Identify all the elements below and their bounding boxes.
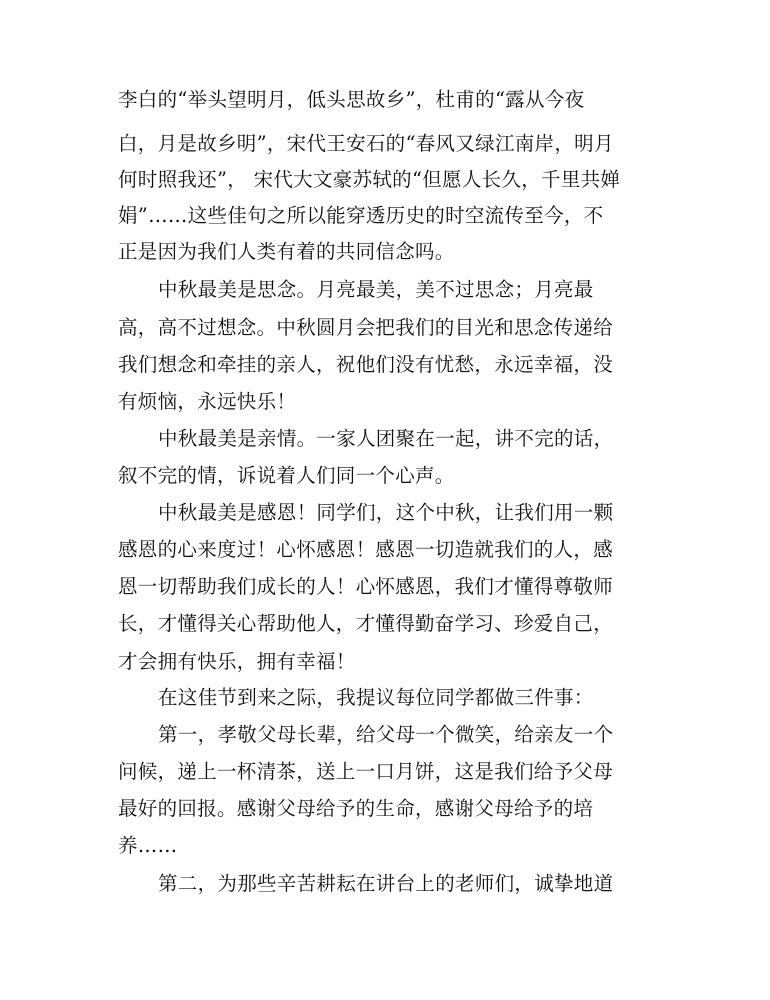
text-line: 感恩的心来度过！心怀感恩！感恩一切造就我们的人，感	[118, 538, 614, 561]
paragraph-first-line: 中秋最美是思念。月亮最美，美不过思念；月亮最	[158, 278, 594, 301]
text-line: 恩一切帮助我们成长的人！心怀感恩，我们才懂得尊敬师	[118, 575, 614, 598]
text-line: 有烦恼，永远快乐！	[118, 390, 297, 413]
text-line: 高，高不过想念。中秋圆月会把我们的目光和思念传递给	[118, 316, 614, 339]
paragraph-first-line: 第二，为那些辛苦耕耘在讲台上的老师们，诚挚地道	[158, 872, 614, 895]
text-line: 叙不完的情，诉说着人们同一个心声。	[118, 464, 455, 487]
text-line: 何时照我还”， 宋代大文豪苏轼的“但愿人长久，千里共婵	[118, 168, 621, 191]
text-line: 白，月是故乡明”，宋代王安石的“春风又绿江南岸，明月	[118, 132, 614, 155]
text-line: 李白的“举头望明月，低头思故乡”，杜甫的“露从今夜	[118, 88, 585, 111]
paragraph-first-line: 中秋最美是感恩！同学们，这个中秋，让我们用一颗	[158, 501, 614, 524]
text-line: 长，才懂得关心帮助他人，才懂得勤奋学习、珍爱自己，	[118, 612, 614, 635]
text-line: 最好的回报。感谢父母给予的生命，感谢父母给予的培	[118, 797, 594, 820]
paragraph-first-line: 第一，孝敬父母长辈，给父母一个微笑，给亲友一个	[158, 723, 614, 746]
text-line: 才会拥有快乐，拥有幸福！	[118, 650, 356, 673]
text-line: 娟”……这些佳句之所以能穿透历史的时空流传至今，不	[118, 204, 604, 227]
text-line: 我们想念和牵挂的亲人，祝他们没有忧愁，永远幸福，没	[118, 353, 614, 376]
text-line: 正是因为我们人类有着的共同信念吗。	[118, 240, 455, 263]
paragraph-first-line: 中秋最美是亲情。一家人团聚在一起，讲不完的话，	[158, 427, 614, 450]
paragraph-first-line: 在这佳节到来之际，我提议每位同学都做三件事：	[158, 686, 594, 709]
text-line: 养……	[118, 834, 178, 857]
text-line: 问候，递上一杯清茶，送上一口月饼，这是我们给予父母	[118, 760, 614, 783]
